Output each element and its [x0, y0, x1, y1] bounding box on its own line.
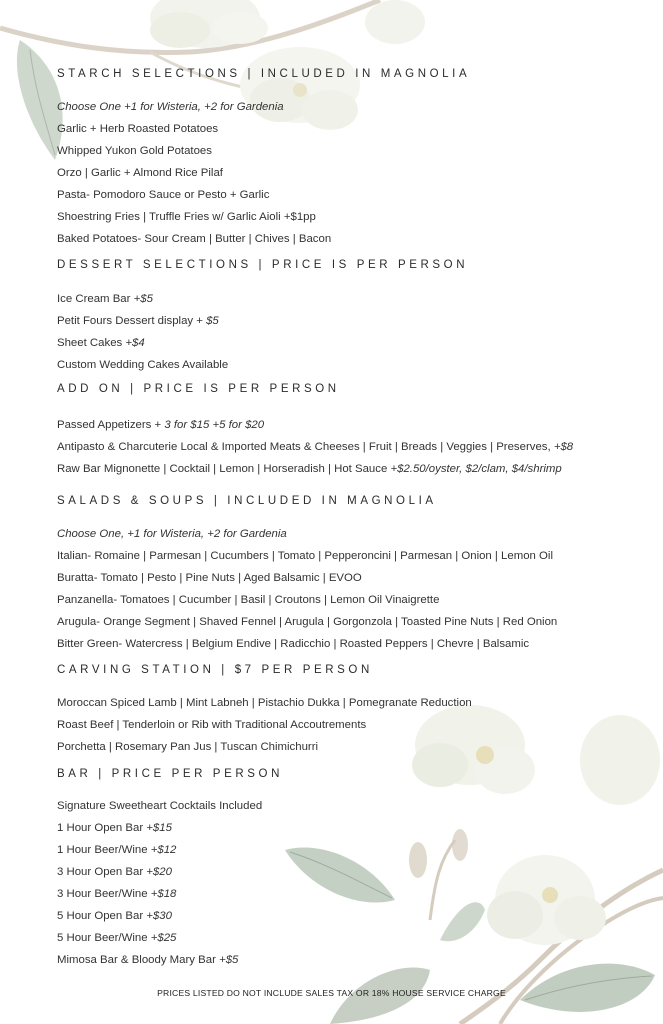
footer-disclaimer: PRICES LISTED DO NOT INCLUDE SALES TAX OR 18% HOUSE SERVICE CHARGE [157, 988, 506, 998]
addon-item: Passed Appetizers + 3 for $15 +5 for $20 [57, 419, 265, 431]
dessert-item: Petit Fours Dessert display + $5 [57, 315, 219, 327]
carving-item: Porchetta | Rosemary Pan Jus | Tuscan Chimichurri [57, 741, 319, 753]
bar-item: 5 Hour Beer/Wine +$25 [57, 932, 177, 944]
salads-item: Arugula- Orange Segment | Shaved Fennel | Arugula | Gorgonzola | Toasted Pine Nuts | Red Onion [57, 616, 558, 628]
starch-heading: STARCH SELECTIONS | INCLUDED IN MAGNOLIA [57, 68, 471, 80]
salads-item: Bitter Green- Watercress | Belgium Endive | Radicchio | Roasted Peppers | Chevre | Balsamic [57, 638, 530, 650]
starch-item: Baked Potatoes- Sour Cream | Butter | Chives | Bacon [57, 233, 332, 245]
dessert-item: Custom Wedding Cakes Available [57, 359, 229, 371]
starch-item: Orzo | Garlic + Almond Rice Pilaf [57, 167, 223, 179]
carving-item: Moroccan Spiced Lamb | Mint Labneh | Pistachio Dukka | Pomegranate Reduction [57, 697, 472, 709]
dessert-item: Ice Cream Bar +$5 [57, 293, 153, 305]
salads-item: Italian- Romaine | Parmesan | Cucumbers | Tomato | Pepperoncini | Parmesan | Onion | Lemon Oil [57, 550, 553, 562]
dessert-item: Sheet Cakes +$4 [57, 337, 145, 349]
bar-item: 5 Hour Open Bar +$30 [57, 910, 172, 922]
addon-item: Antipasto & Charcuterie Local & Imported Meats & Cheeses | Fruit | Breads | Veggies | Preserves, +$8 [57, 441, 574, 453]
salads-section [57, 494, 657, 655]
bar-item: 1 Hour Beer/Wine +$12 [57, 844, 177, 856]
salads-note: Choose One, +1 for Wisteria, +2 for Gardenia [57, 528, 287, 540]
carving-item: Roast Beef | Tenderloin or Rib with Traditional Accoutrements [57, 719, 367, 731]
dessert-section [57, 258, 657, 376]
bar-item: 3 Hour Open Bar +$20 [57, 866, 172, 878]
bar-item: Mimosa Bar & Bloody Mary Bar +$5 [57, 954, 239, 966]
carving-section [57, 663, 657, 758]
dessert-heading: DESSERT SELECTIONS | PRICE IS PER PERSON [57, 259, 469, 271]
starch-note: Choose One +1 for Wisteria, +2 for Gardenia [57, 101, 284, 113]
starch-item: Whipped Yukon Gold Potatoes [57, 145, 212, 157]
starch-item: Shoestring Fries | Truffle Fries w/ Garlic Aioli +$1pp [57, 211, 316, 223]
bar-item: 3 Hour Beer/Wine +$18 [57, 888, 177, 900]
addon-item: Raw Bar Mignonette | Cocktail | Lemon | Horseradish | Hot Sauce +$2.50/oyster, $2/clam, $4/shrimp [57, 463, 562, 475]
bar-heading: BAR | PRICE PER PERSON [57, 768, 283, 780]
starch-item: Garlic + Herb Roasted Potatoes [57, 123, 219, 135]
bar-item: Signature Sweetheart Cocktails Included [57, 800, 263, 812]
carving-heading: CARVING STATION | $7 PER PERSON [57, 664, 373, 676]
starch-item: Pasta- Pomodoro Sauce or Pesto + Garlic [57, 189, 270, 201]
bar-section [57, 767, 657, 971]
bar-item: 1 Hour Open Bar +$15 [57, 822, 172, 834]
salads-item: Buratta- Tomato | Pesto | Pine Nuts | Aged Balsamic | EVOO [57, 572, 362, 584]
salads-heading: SALADS & SOUPS | INCLUDED IN MAGNOLIA [57, 495, 437, 507]
salads-item: Panzanella- Tomatoes | Cucumber | Basil | Croutons | Lemon Oil Vinaigrette [57, 594, 440, 606]
starch-section [57, 67, 657, 250]
addon-section [57, 382, 657, 480]
addon-heading: ADD ON | PRICE IS PER PERSON [57, 383, 340, 395]
